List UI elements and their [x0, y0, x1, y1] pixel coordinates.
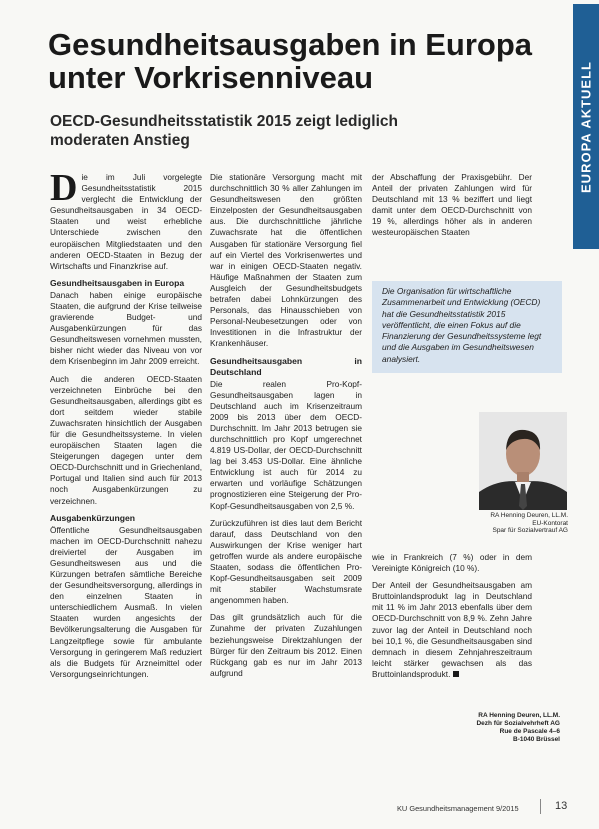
- paragraph: Danach haben einige europäische Staaten, die aufgrund der Krise teilweise gravierende Budget- und Ausgabenkürzungen für das Gesundheitswesen vornehmen mussten, bisher nicht wieder das Niveau von vor dem Krisenbeginn im Jahr 2009 erreicht.: [50, 289, 202, 367]
- drop-cap: D: [50, 167, 78, 209]
- paragraph: Öffentliche Gesundheitsausgaben machen im OECD-Durchschnitt nahezu dreiviertel der Ausgaben im Gesundheitswesen aus und die Kürzungen betrafen sämtliche Bereiche der Gesundheitsversorgung, allerdings in den einzelnen Staaten in unterschiedlichem Ausmaß. In vielen Staaten wurden angesichts der Bevölkerungsalterung die Ausgaben für Langzeitpflege sowie für ambulante Versorgung in geringerem Maß reduziert als die Budgets für Arzneimittel oder Versorgungseinrichtungen.: [50, 524, 202, 679]
- paragraph: Das gilt grundsätzlich auch für die Zunahme der privaten Zuzahlungen beziehungsweise Direktzahlungen der Bürger für den Zeitraum bis 2012. Einen Rückgang gab es nur im Jahr 2013 aufgrund: [210, 612, 362, 678]
- pull-quote-text: Die Organisation für wirtschaftliche Zusammenarbeit und Entwicklung (OECD) hat die Gesundheitsstatistik 2015 veröffentlicht, die einen Fokus auf die Finanzierung der Gesundheitssysteme legt und die Ausgaben im Gesundheitswesen analysiert.: [382, 286, 542, 364]
- section-heading: Gesundheitsausgaben in Europa: [50, 277, 185, 288]
- paragraph: Die realen Pro-Kopf-Gesundheitsausgaben lagen in Deutschland auch im Krisenzeitraum 2009 bis 2013 über dem OECD-Durchschnitt. Im Jahr 2013 betrugen sie durchschnittlich pro Kopf umgerechnet 4.819 US-Dollar, der OECD-Durchschnitt lag bei 3.453 US-Dollar. Eine ähnliche Entwicklung ist auch für 2014 zu erwarten und vorläufige Schätzungen prognostizieren eine Steigerung der Pro-Kopf-Gesundheitsausgaben von 2,5 %.: [210, 378, 362, 511]
- paragraph: wie in Frankreich (7 %) oder in dem Vereinigte Königreich (10 %).: [372, 552, 532, 574]
- paragraph: Die stationäre Versorgung macht mit durchschnittlich 30 % aller Zahlungen im Gesundheitswesen den größten Einzelposten der Gesundheitsausgaben aus. Die durchschnittliche jährliche Zuwachsrate hat die öffentlichen Ausgaben für stationäre Versorgung fiel auf ein Viertel des Vorkrisenwertes und war in einigen OECD-Staaten negativ. Häufige Maßnahmen der Staaten zum Ausgleich der Gesundheitsbudgets betrafen dabei Lohnkürzungen des Personals, das Hinausschieben von Personal-Neubesetzungen oder von Investitionen in die Infrastruktur der Krankenhäuser.: [210, 172, 362, 349]
- article-title: Gesundheitsausgaben in Europa unter Vorkrisenniveau: [48, 27, 533, 95]
- intro-paragraph: Die im Juli vorgelegte Gesundheitsstatistik 2015 verglecht die Entwicklung der Gesundheitsausgaben in 34 OECD-Staaten und weist erhebliche Unterschiede zwischen den europäischen Mitgliedstaaten und den anderen OECD-Staaten in Bezug der Wirtschafts und Finanzkrise auf.: [50, 167, 202, 271]
- column-3-top: [372, 172, 532, 245]
- portrait-image: [479, 412, 567, 510]
- footer-publication: KU Gesundheitsmanagement 9/2015: [397, 804, 519, 813]
- author-info: RA Henning Deuren, LL.M. Dezh für Sozialvehrheft AG Rue de Pascale 4–6 B-1040 Brüssel: [476, 712, 560, 744]
- article-subtitle: OECD-Gesundheitsstatistik 2015 zeigt lediglich moderaten Anstieg: [50, 113, 398, 149]
- section-tab: [573, 4, 599, 249]
- column-3-bottom: [372, 552, 532, 686]
- photo-caption: RA Henning Deuren, LL.M. EU-Kontorat Spar für Sozialvertrauf AG: [490, 512, 568, 535]
- column-1: [50, 167, 202, 686]
- footer-divider: [540, 799, 541, 814]
- paragraph: der Abschaffung der Praxisgebühr. Der Anteil der privaten Zahlungen wird für Deutschland mit 13 % beziffert und liegt damit unter dem OECD-Durchschnitt von 19 %, allerdings höher als in anderen westeuropäischen Staaten: [372, 172, 532, 238]
- author-photo: [479, 412, 567, 510]
- paragraph: Der Anteil der Gesundheitsausgaben am Bruttoinlandsprodukt lag in Deutschland mit 11 % im Jahr 2013 ebenfalls über dem OECD-Durchschnitt von 8,9 %. Zehn Jahre zuvor lag der Anteil in Deutschland noch bei 10,1 %, die Gesundheitsausgaben sind demnach in diesem Zehnjahreszeitraum leicht stärker gewachsen als das Bruttoinlandsprodukt.: [372, 580, 532, 679]
- section-heading: Ausgabenkürzungen: [50, 512, 135, 523]
- section-tab-label: EUROPA AKTUELL: [578, 60, 594, 193]
- section-heading: Gesundheitsausgaben in Deutschland: [210, 355, 362, 377]
- end-mark-icon: [453, 671, 459, 677]
- paragraph: Auch die anderen OECD-Staaten verzeichneten Einbrüche bei den Gesundheitsausgaben, allerdings gibt es dort seitdem wieder stabile Zuwachsraten hinsichtlich der Ausgaben für die Gesundheitssysteme. In vielen europäischen Staaten lagen die Steigerungen dagegen unter dem OECD-Durchschnitt und in Griechenland, Portugal und Italien sind auch für 2013 noch Ausgabenkürzungen zu verzeichnen.: [50, 373, 202, 506]
- paragraph: Zurückzuführen ist dies laut dem Bericht darauf, dass Deutschland von den Auswirkungen der Krise weniger hart getroffen wurde als andere europäische Staaten, sodass die öffentlichen Pro-Kopf-Gesundheitsausgaben seit 2009 mit stabiler Wachstumsrate angenommen haben.: [210, 517, 362, 606]
- column-2: [210, 172, 362, 685]
- page-number: 13: [555, 800, 568, 812]
- pull-quote-box: [372, 281, 562, 373]
